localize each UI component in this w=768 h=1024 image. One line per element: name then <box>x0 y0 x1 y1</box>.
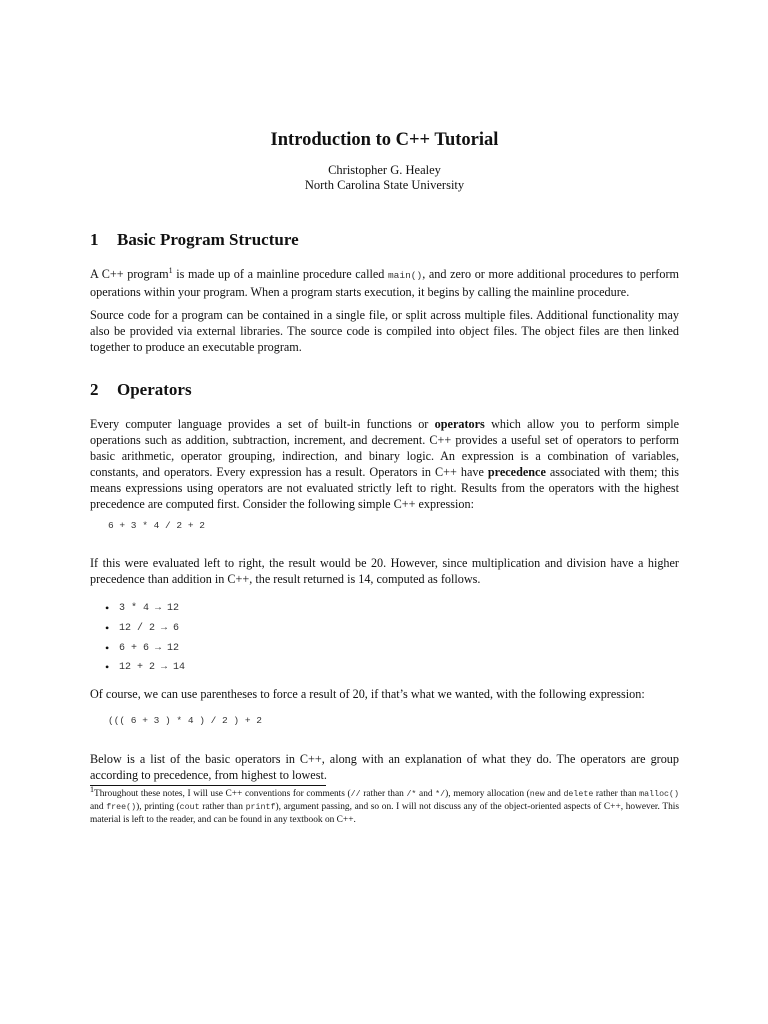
text-run: and <box>416 789 436 799</box>
list-item <box>105 638 185 658</box>
section-heading-1 <box>90 230 299 250</box>
bullet-icon: • <box>105 660 110 675</box>
text-run: and <box>90 802 107 812</box>
list-item <box>105 658 185 678</box>
section-title: Operators <box>117 380 192 399</box>
footnote <box>90 784 680 826</box>
text-run: rather than <box>360 789 407 799</box>
evaluation-steps-list <box>105 599 185 678</box>
inline-code: delete <box>563 790 594 799</box>
inline-code: main() <box>387 270 423 281</box>
inline-code: // <box>350 790 361 799</box>
term-precedence: precedence <box>487 465 546 479</box>
author-name: Christopher G. Healey <box>328 163 441 177</box>
text-run: associated with them; this means expressions using operators are not evaluated strictly left to right. Results from the operators with the highest precedence are computed first. Consider the following simple C++ expression: <box>90 465 679 511</box>
text-run: ), memory allocation ( <box>445 789 530 799</box>
paragraph-source-code: Source code for a program can be contained in a single file, or split across multiple files. Additional functionality may also be provided via external libraries. The source code is compiled into object files. The object files are then linked together to produce an executable program. <box>90 308 679 354</box>
inline-code: free() <box>106 803 137 812</box>
list-item <box>105 599 185 619</box>
step-text: 12 + 2 → 14 <box>119 662 186 674</box>
bullet-icon: • <box>105 621 110 636</box>
inline-code: malloc() <box>639 790 679 799</box>
list-item <box>105 619 185 639</box>
inline-code: /* <box>406 790 417 799</box>
footnote-marker: 1 <box>90 784 94 794</box>
section-number: 2 <box>90 380 99 399</box>
bullet-icon: • <box>105 640 110 655</box>
page-title: Introduction to C++ Tutorial <box>270 130 499 150</box>
code-example-1: 6 + 3 * 4 / 2 + 2 <box>108 520 205 531</box>
text-run: Throughout these notes, I will use C++ conventions for comments ( <box>94 789 351 799</box>
step-text: 3 * 4 → 12 <box>119 603 180 615</box>
section-heading-2 <box>90 380 192 400</box>
text-run: rather than <box>593 789 640 799</box>
text-run: A C++ program <box>90 267 169 281</box>
inline-code: cout <box>179 803 200 812</box>
text-run: which allow you to perform simple operations such as addition, subtraction, increment, and decrement. C++ provides a useful set of operators to perform basic arithmetic, operator grouping, indirection, and binary logic. An expression is a combination of variables, constants, and operators. Every expression has a result. Operators in C++ have <box>90 417 679 479</box>
inline-code: new <box>529 790 545 799</box>
footnote-marker: 1 <box>168 265 173 275</box>
text-run: and <box>544 789 564 799</box>
author-affiliation: North Carolina State University <box>304 178 465 192</box>
footnote-divider <box>90 785 326 786</box>
code-example-2: ((( 6 + 3 ) * 4 ) / 2 ) + 2 <box>108 715 262 726</box>
text-run: Every computer language provides a set of built-in functions or <box>90 417 435 431</box>
step-text: 6 + 6 → 12 <box>119 642 180 654</box>
paragraph-evaluation: If this were evaluated left to right, the result would be 20. However, since multiplication and division have a higher precedence than addition in C++, the result returned is 14, computed as follows. <box>90 556 679 586</box>
term-operators: operators <box>434 417 485 431</box>
inline-code: printf <box>245 803 276 812</box>
text-run: rather than <box>199 802 246 812</box>
section-number: 1 <box>90 230 99 249</box>
paragraph-program-structure <box>90 266 679 300</box>
section-title: Basic Program Structure <box>117 230 299 249</box>
paragraph-operators-intro <box>90 416 679 512</box>
step-text: 12 / 2 → 6 <box>119 623 180 635</box>
inline-code: */ <box>435 790 446 799</box>
paragraph-parentheses: Of course, we can use parentheses to force a result of 20, if that’s what we wanted, with the following expression: <box>90 687 645 701</box>
text-run: , and zero or more additional procedures to perform operations within your program. When a program starts execution, it begins by calling the mainline procedure. <box>90 267 679 299</box>
bullet-icon: • <box>105 601 110 616</box>
text-run: is made up of a mainline procedure called <box>172 267 388 281</box>
text-run: ), printing ( <box>136 802 180 812</box>
text-run: ), argument passing, and so on. I will not discuss any of the object-oriented aspects of C++, however. This material is left to the reader, and can be found in any textbook on C++. <box>90 802 680 825</box>
paragraph-operator-list: Below is a list of the basic operators in C++, along with an explanation of what they do. The operators are group according to precedence, from highest to lowest. <box>90 752 679 782</box>
